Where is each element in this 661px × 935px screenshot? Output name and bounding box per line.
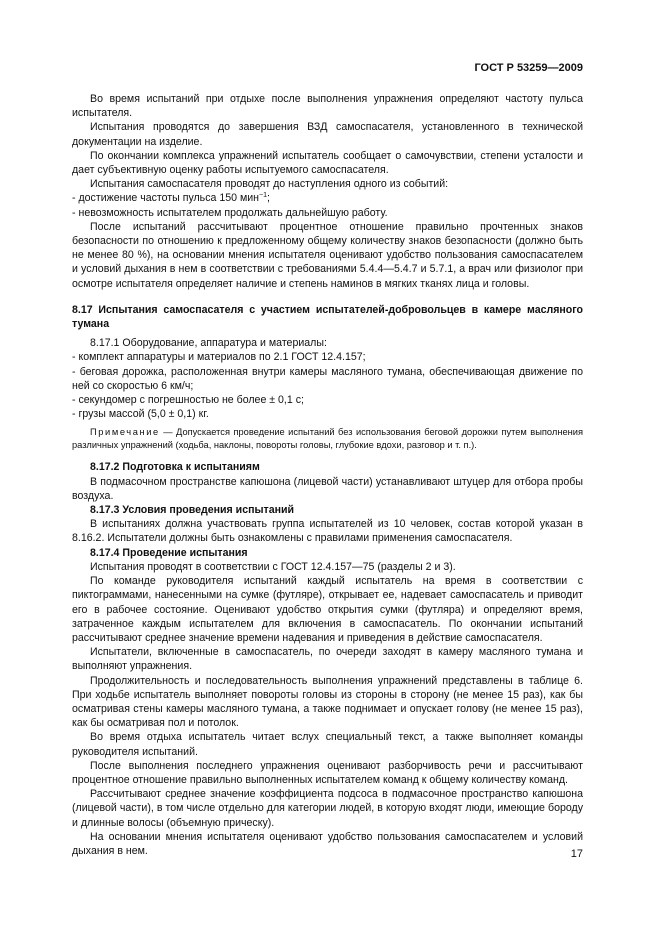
note-text: — Допускается проведение испытаний без использования беговой дорожки путем выполнения различных упражнений (ходьба, наклоны, повороты головы, глубокие вдохи, разговор и т. п.). <box>72 427 583 451</box>
paragraph: 8.17.1 Оборудование, аппаратура и материалы: <box>90 337 327 350</box>
paragraph: Продолжительность и последовательность выполнения упражнений представлены в таблице 6. При ходьбе испытатель выполняет повороты головы из стороны в сторону (не менее 15 раз), как бы осматривая стены камеры масляного тумана, а также поднимает и опускает голову (не менее 15 раз), как бы осматривая пол и потолок. <box>72 674 583 730</box>
paragraph: Испытатели, включенные в самоспасатель, по очереди заходят в камеру масляного тумана и выполняют упражнения. <box>72 646 583 673</box>
list-item: - невозможность испытателем продолжать дальнейшую работу. <box>72 206 388 219</box>
superscript: −1 <box>259 192 267 200</box>
document-id: ГОСТ Р 53259—2009 <box>474 62 583 74</box>
list-item: - комплект аппаратуры и материалов по 2.1 ГОСТ 12.4.157; <box>72 351 366 364</box>
subsection-heading: 8.17.4 Проведение испытания <box>90 546 248 559</box>
subsection-heading: 8.17.2 Подготовка к испытаниям <box>90 461 260 474</box>
list-item: - беговая дорожка, расположенная внутри камеры масляного тумана, обеспечивающая движение по ней со скоростью 6 км/ч; <box>72 365 583 392</box>
paragraph: После выполнения последнего упражнения оценивают разборчивость речи и рассчитывают процентное отношение правильно выполненных испытателем команд к общему количеству команд. <box>72 759 583 786</box>
paragraph: Испытания проводятся до завершения ВЗД самоспасателя, установленного в технической документации на изделие. <box>72 121 583 148</box>
punctuation: ; <box>267 192 270 205</box>
subsection-heading: 8.17.3 Условия проведения испытаний <box>90 504 295 517</box>
page-number: 17 <box>570 848 583 860</box>
paragraph: Во время отдыха испытатель читает вслух специальный текст, а также выполняет команды руководителя испытаний. <box>72 731 583 758</box>
list-item <box>72 191 583 205</box>
paragraph: Испытания проводят в соответствии с ГОСТ 12.4.157—75 (разделы 2 и 3). <box>90 560 456 573</box>
list-item-text: - достижение частоты пульса 150 мин <box>72 192 260 205</box>
note-label: Примечание <box>90 427 160 438</box>
body-text <box>72 92 583 858</box>
paragraph: В подмасочном пространстве капюшона (лицевой части) устанавливают штуцер для отбора пробы воздуха. <box>72 475 583 502</box>
paragraph: После испытаний рассчитывают процентное отношение правильно прочтенных знаков безопасности по отношению к предложенному общему количеству знаков безопасности (должно быть не менее 80 %), на основании мнения испытателя оценивают удобство пользования самоспасателем и условий дыхания в нем в соответствии с требованиями 5.4.4—5.4.7 и 5.7.1, а врач или физиолог при осмотре испытателя определяет наличие и степень наминов в мягких тканях лица и головы. <box>72 220 583 290</box>
list-item: - грузы массой (5,0 ± 0,1) кг. <box>72 408 209 421</box>
paragraph: На основании мнения испытателя оценивают удобство пользования самоспасателем и условий дыхания в нем. <box>72 830 583 857</box>
note <box>72 426 583 452</box>
paragraph: Рассчитывают среднее значение коэффициента подсоса в подмасочное пространство капюшона (лицевой части), в том числе отдельно для категории людей, в которую входят люди, имеющие бороду и длинные волосы (объемную прическу). <box>72 788 583 829</box>
list-item: - секундомер с погрешностью не более ± 0,1 с; <box>72 394 304 407</box>
paragraph: В испытаниях должна участвовать группа испытателей из 10 человек, состав которой указан в 8.16.2. Испытатели должны быть ознакомлены с правилами применения самоспасателя. <box>72 518 583 545</box>
section-heading: 8.17 Испытания самоспасателя с участием испытателей-добровольцев в камере масляного тумана <box>72 303 583 331</box>
paragraph: Испытания самоспасателя проводят до наступления одного из событий: <box>90 178 449 191</box>
paragraph: Во время испытаний при отдыхе после выполнения упражнения определяют частоту пульса испытателя. <box>72 93 583 120</box>
paragraph: По окончании комплекса упражнений испытатель сообщает о самочувствии, степени усталости и дает субъективную оценку работы испытуемого самоспасателя. <box>72 149 583 177</box>
paragraph: По команде руководителя испытаний каждый испытатель на время в соответствии с пиктограммами, нанесенными на сумке (футляре), открывает ее, надевает самоспасатель и приводит его в рабочее состояние. Оценивают удобство открытия сумки (футляра) и определяют время, затраченное каждым испытателем для включения в самоспасатель. По окончании испытаний рассчитывают среднее значение времени надевания и приведения в действие самоспасателя. <box>72 575 583 644</box>
